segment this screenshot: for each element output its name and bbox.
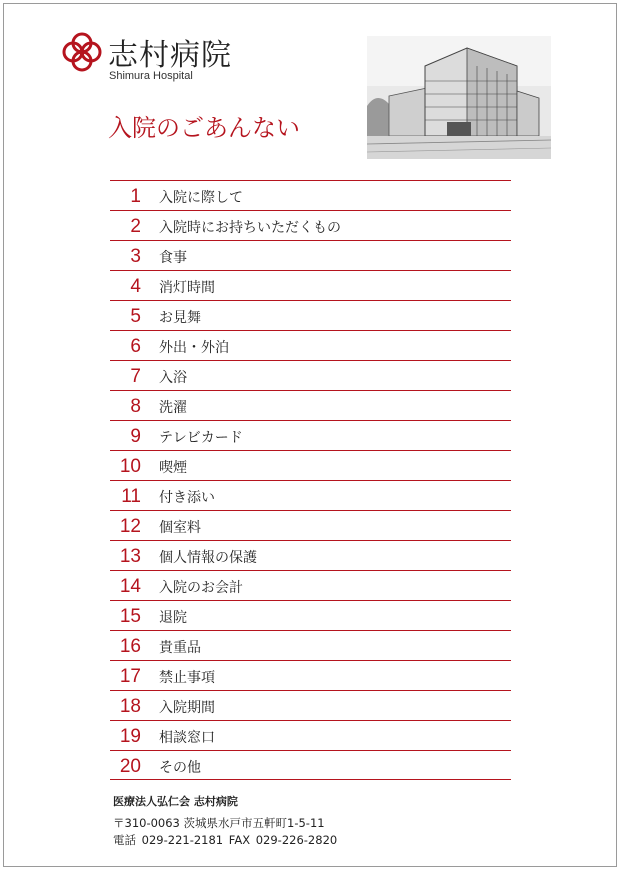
toc-number: 5 <box>130 306 141 327</box>
toc-number: 19 <box>119 726 141 747</box>
toc-label: 禁止事項 <box>159 670 215 686</box>
toc-number: 20 <box>119 756 141 777</box>
toc-label: 入院期間 <box>159 700 215 716</box>
toc-label: 入浴 <box>159 370 187 386</box>
toc-row <box>110 480 511 510</box>
phone-fax: 電話 029-221-2181 FAX 029-226-2820 <box>113 833 338 847</box>
toc-row <box>110 600 511 630</box>
toc-label: お見舞 <box>159 310 201 326</box>
toc-number: 10 <box>119 456 141 477</box>
hospital-name-en: Shimura Hospital <box>109 70 193 82</box>
toc-row <box>110 690 511 720</box>
toc-number: 4 <box>130 276 141 297</box>
toc-number: 12 <box>119 516 141 537</box>
toc-number: 1 <box>130 186 141 207</box>
toc-number: 15 <box>119 606 141 627</box>
toc-number: 16 <box>119 636 141 657</box>
toc-label: 食事 <box>159 250 187 266</box>
toc-row <box>110 330 511 360</box>
toc-label: 付き添い <box>159 490 215 506</box>
toc-number: 14 <box>119 576 141 597</box>
hospital-name: 志村病院 <box>108 38 232 73</box>
toc-label: 個室料 <box>159 520 201 536</box>
toc-row <box>110 570 511 600</box>
toc-row <box>110 270 511 300</box>
toc-label: 個人情報の保護 <box>159 550 257 566</box>
toc-number: 13 <box>119 546 141 567</box>
table-of-contents <box>110 180 511 780</box>
toc-label: 入院のお会計 <box>159 580 243 596</box>
toc-number: 18 <box>119 696 141 717</box>
toc-label: 相談窓口 <box>159 730 215 746</box>
toc-row <box>110 750 511 780</box>
toc-label: 退院 <box>159 610 187 626</box>
hospital-building-photo <box>367 36 551 159</box>
toc-number: 11 <box>121 486 141 507</box>
toc-label: テレビカード <box>159 430 243 446</box>
toc-row <box>110 180 511 210</box>
toc-row <box>110 240 511 270</box>
toc-number: 9 <box>130 426 141 447</box>
toc-row <box>110 510 511 540</box>
toc-label: その他 <box>159 760 201 776</box>
page-title: 入院のごあんない <box>108 114 300 142</box>
toc-label: 貴重品 <box>159 640 201 656</box>
toc-label: 洗濯 <box>159 400 187 416</box>
toc-row <box>110 420 511 450</box>
hospital-logo-icon <box>62 32 102 72</box>
toc-row <box>110 720 511 750</box>
toc-number: 7 <box>130 366 141 387</box>
toc-label: 外出・外泊 <box>159 340 229 356</box>
toc-row <box>110 390 511 420</box>
organization-name: 医療法人弘仁会 志村病院 <box>113 795 238 808</box>
toc-number: 3 <box>130 246 141 267</box>
toc-label: 消灯時間 <box>159 280 215 296</box>
toc-label: 喫煙 <box>159 460 187 476</box>
toc-row <box>110 300 511 330</box>
toc-row <box>110 630 511 660</box>
toc-row <box>110 360 511 390</box>
toc-label: 入院に際して <box>159 190 243 206</box>
toc-label: 入院時にお持ちいただくもの <box>159 220 341 236</box>
address: 〒310-0063 茨城県水戸市五軒町1-5-11 <box>113 816 325 830</box>
toc-number: 17 <box>119 666 141 687</box>
toc-row <box>110 210 511 240</box>
toc-number: 8 <box>130 396 141 417</box>
toc-number: 6 <box>130 336 141 357</box>
toc-row <box>110 660 511 690</box>
toc-row <box>110 540 511 570</box>
toc-row <box>110 450 511 480</box>
toc-number: 2 <box>130 216 141 237</box>
